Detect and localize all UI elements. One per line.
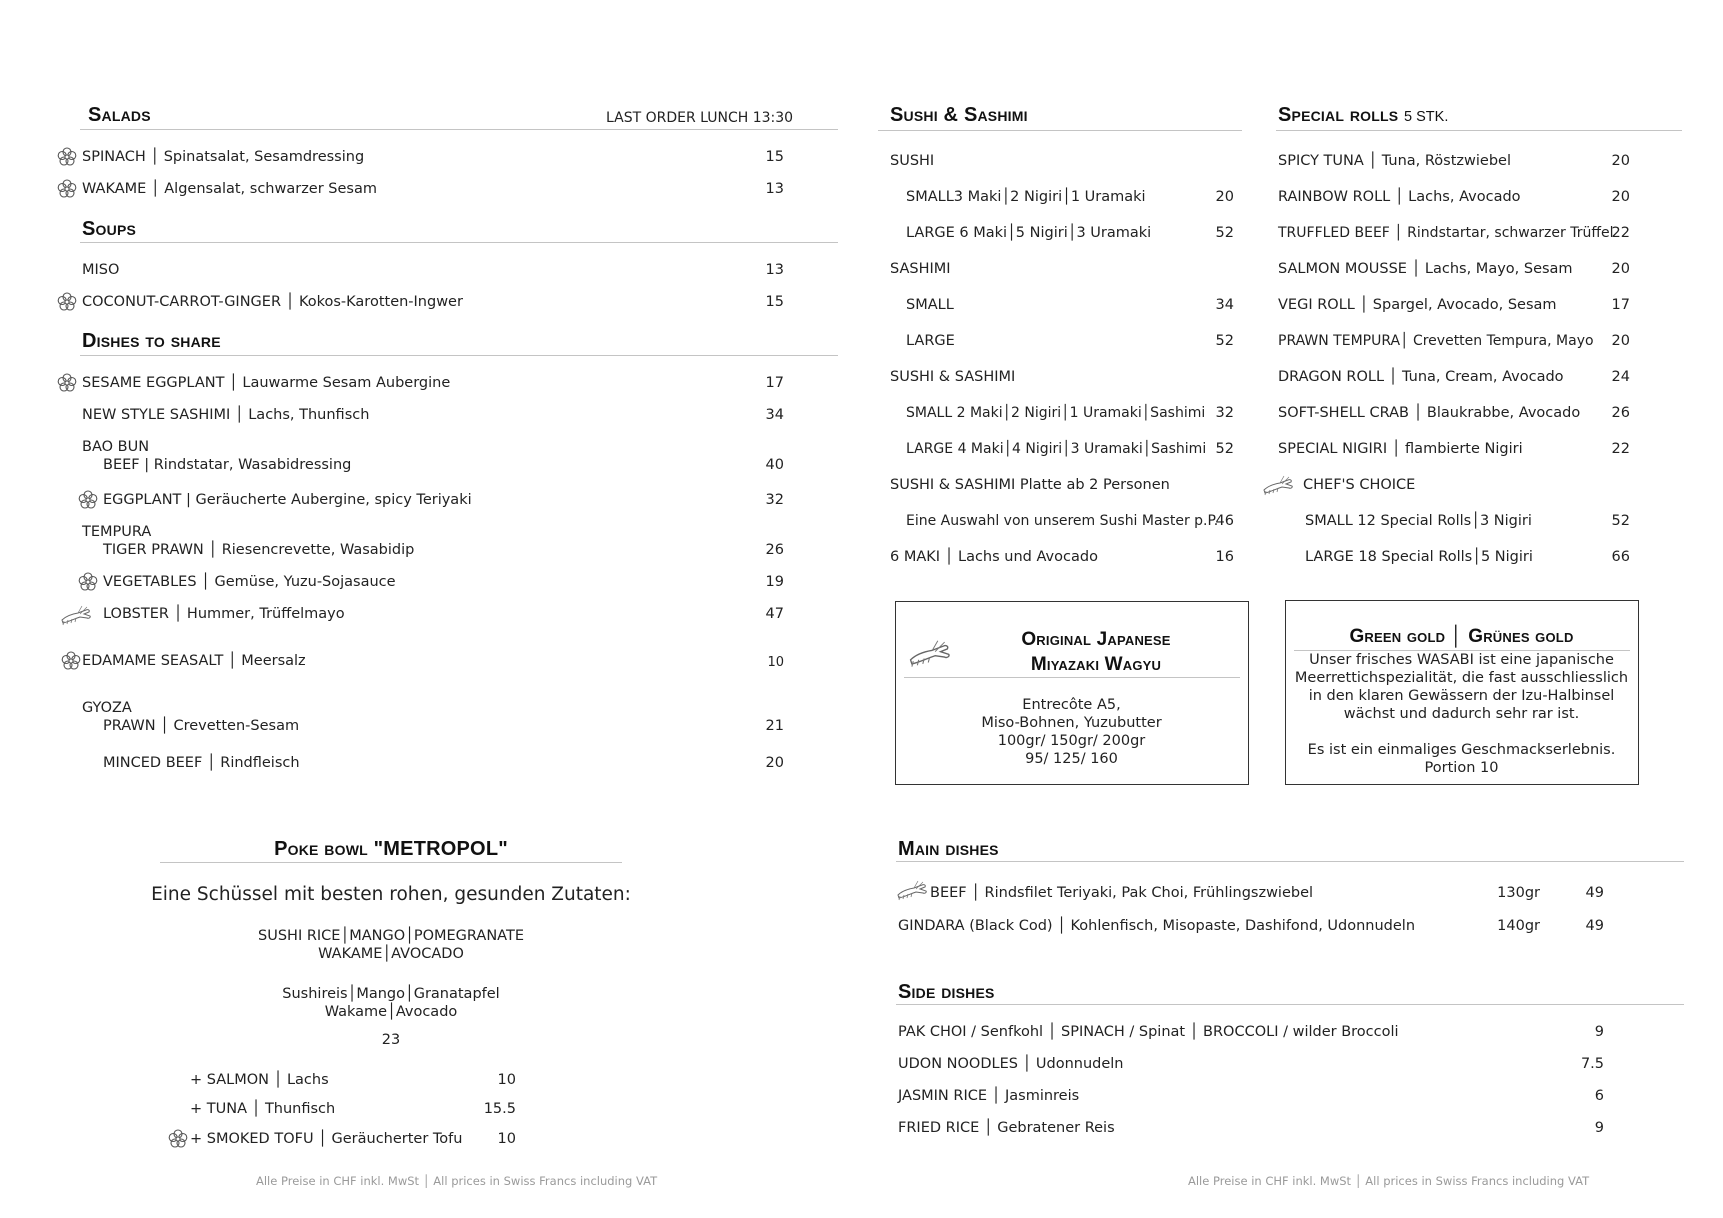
chefs-choice-label: CHEF'S CHOICE (1303, 477, 1416, 493)
special-rolls-title-text: Special rolls (1278, 104, 1399, 126)
menu-item-prawn-tempura: PRAWN TEMPURA│ Crevetten Tempura, Mayo (1278, 333, 1594, 349)
sushi-label: SUSHI (890, 153, 935, 169)
wasabi-line-3: in den klaren Gewässern der Izu-Halbinsel (1308, 688, 1615, 704)
gyoza-label: GYOZA (82, 700, 132, 716)
price-addon-tuna: 15.5 (483, 1101, 516, 1117)
menu-item-salmon-mousse: SALMON MOUSSE │ Lachs, Mayo, Sesam (1278, 261, 1573, 277)
wasabi-line-2: Meerrettichspezialität, die fast ausschliesslich (1294, 670, 1629, 686)
salads-divider (80, 129, 838, 130)
price-spinach: 15 (765, 149, 784, 165)
price-combo-small: 32 (1215, 405, 1234, 421)
lobster-icon (906, 638, 956, 668)
wagyu-title-2: Miyazaki Wagyu (1030, 654, 1162, 675)
wasabi-line-1: Unser frisches WASABI ist eine japanische (1309, 652, 1614, 668)
menu-item-vegetables: VEGETABLES │ Gemüse, Yuzu-Sojasauce (103, 574, 396, 590)
poke-ingredients-en-2: WAKAME│AVOCADO (318, 946, 464, 962)
price-jasmin-rice: 6 (1594, 1088, 1604, 1104)
weight-gindara: 140gr (1497, 918, 1540, 934)
wagyu-title-1: Original Japanese (1021, 629, 1171, 650)
price-sushi-large: 52 (1215, 225, 1234, 241)
wasabi-line-5: Es ist ein einmaliges Geschmackserlebnis. (1307, 742, 1616, 758)
menu-item-sushi-small: SMALL3 Maki│2 Nigiri│1 Uramaki (906, 189, 1146, 205)
menu-item-rainbow-roll: RAINBOW ROLL │ Lachs, Avocado (1278, 189, 1521, 205)
price-bao-eggplant: 32 (765, 492, 784, 508)
poke-addon-salmon: + SALMON │ Lachs (190, 1072, 329, 1088)
menu-item-platte: Eine Auswahl von unserem Sushi Master p.P. (906, 513, 1219, 529)
menu-item-spinach: SPINACH │ Spinatsalat, Sesamdressing (82, 149, 365, 165)
menu-item-vegi-roll: VEGI ROLL │ Spargel, Avocado, Sesam (1278, 297, 1557, 313)
wasabi-line-6: Portion 10 (1424, 760, 1499, 776)
soups-title: Soups (82, 218, 137, 240)
price-prawn-tempura: 20 (1611, 333, 1630, 349)
lobster-icon (1262, 474, 1296, 496)
main-divider (896, 861, 1684, 862)
sushi-title: Sushi & Sashimi (890, 104, 1028, 126)
price-chef-small: 52 (1611, 513, 1630, 529)
poke-divider (160, 862, 622, 863)
menu-item-spicy-tuna: SPICY TUNA │ Tuna, Röstzwiebel (1278, 153, 1511, 169)
weight-beef-main: 130gr (1497, 885, 1540, 901)
soups-divider (80, 242, 838, 243)
price-truffled-beef: 22 (1611, 225, 1630, 241)
menu-item-pak-choi: PAK CHOI / Senfkohl │ SPINACH / Spinat │ BROCCOLI / wilder Broccoli (898, 1024, 1399, 1040)
price-sushi-small: 20 (1215, 189, 1234, 205)
poke-ingredients-de-1: Sushireis│Mango│Granatapfel (282, 986, 500, 1002)
menu-item-sashimi-small: SMALL (906, 297, 954, 313)
price-special-nigiri: 22 (1611, 441, 1630, 457)
price-6-maki: 16 (1215, 549, 1234, 565)
special-divider (1276, 130, 1682, 131)
price-sesame-eggplant: 17 (765, 375, 784, 391)
side-dishes-title: Side dishes (898, 981, 995, 1003)
flower-icon (56, 291, 78, 313)
price-dragon-roll: 24 (1611, 369, 1630, 385)
price-tiger-prawn: 26 (765, 542, 784, 558)
menu-item-gindara: GINDARA (Black Cod) │ Kohlenfisch, Misopaste, Dashifond, Udonnudeln (898, 918, 1416, 934)
price-addon-salmon: 10 (497, 1072, 516, 1088)
price-gindara: 49 (1585, 918, 1604, 934)
wagyu-divider (904, 677, 1240, 678)
flower-icon (77, 571, 99, 593)
bao-bun-label: BAO BUN (82, 439, 150, 455)
price-combo-large: 52 (1215, 441, 1234, 457)
menu-item-gyoza-prawn: PRAWN │ Crevetten-Sesam (103, 718, 300, 734)
menu-item-soft-shell-crab: SOFT-SHELL CRAB │ Blaukrabbe, Avocado (1278, 405, 1581, 421)
price-addon-tofu: 10 (497, 1131, 516, 1147)
special-rolls-subtitle: 5 STK. (1404, 109, 1449, 125)
price-platte: 46 (1215, 513, 1234, 529)
menu-item-lobster: LOBSTER │ Hummer, Trüffelmayo (103, 606, 345, 622)
menu-item-udon: UDON NOODLES │ Udonnudeln (898, 1056, 1124, 1072)
dishes-to-share-title: Dishes to share (82, 330, 221, 352)
price-bao-beef: 40 (765, 457, 784, 473)
menu-item-beef-main: BEEF │ Rindsfilet Teriyaki, Pak Choi, Frühlingszwiebel (930, 885, 1314, 901)
price-rainbow-roll: 20 (1611, 189, 1630, 205)
platte-label: SUSHI & SASHIMI Platte ab 2 Personen (890, 477, 1170, 493)
wagyu-line-2: Miso-Bohnen, Yuzubutter (981, 715, 1162, 731)
price-lobster: 47 (765, 606, 784, 622)
footer-left: Alle Preise in CHF inkl. MwSt │ All prices in Swiss Francs including VAT (256, 1174, 658, 1188)
wasabi-box (1285, 600, 1639, 785)
sushi-divider (878, 130, 1242, 131)
side-divider (896, 1004, 1684, 1005)
wagyu-line-3: 100gr/ 150gr/ 200gr (997, 733, 1146, 749)
salads-title: Salads (88, 104, 151, 126)
price-sashimi-large: 52 (1215, 333, 1234, 349)
price-new-style-sashimi: 34 (765, 407, 784, 423)
last-order-note: LAST ORDER LUNCH 13:30 (606, 110, 794, 126)
flower-icon (77, 489, 99, 511)
menu-item-special-nigiri: SPECIAL NIGIRI │ flambierte Nigiri (1278, 441, 1523, 457)
price-gyoza-prawn: 21 (765, 718, 784, 734)
flower-icon (60, 650, 82, 672)
menu-item-bao-beef: BEEF | Rindstatar, Wasabidressing (103, 457, 352, 473)
price-vegi-roll: 17 (1611, 297, 1630, 313)
menu-item-combo-large: LARGE 4 Maki│4 Nigiri│3 Uramaki│Sashimi (906, 441, 1207, 457)
price-miso: 13 (765, 262, 784, 278)
poke-ingredients-en-1: SUSHI RICE│MANGO│POMEGRANATE (258, 928, 524, 944)
price-coconut: 15 (765, 294, 784, 310)
menu-item-truffled-beef: TRUFFLED BEEF │ Rindstartar, schwarzer Trüffel (1278, 225, 1614, 241)
sashimi-label: SASHIMI (890, 261, 951, 277)
price-minced-beef: 20 (765, 755, 784, 771)
flower-icon (56, 178, 78, 200)
menu-item-sushi-large: LARGE 6 Maki│5 Nigiri│3 Uramaki (906, 225, 1152, 241)
menu-item-sashimi-large: LARGE (906, 333, 955, 349)
price-wakame: 13 (765, 181, 784, 197)
menu-item-coconut: COCONUT-CARROT-GINGER │ Kokos-Karotten-Ingwer (82, 294, 463, 310)
menu-item-combo-small: SMALL 2 Maki│2 Nigiri│1 Uramaki│Sashimi (906, 405, 1206, 421)
menu-item-fried-rice: FRIED RICE │ Gebratener Reis (898, 1120, 1115, 1136)
menu-item-miso: MISO (82, 262, 120, 278)
wagyu-line-1: Entrecôte A5, (1022, 697, 1121, 713)
menu-item-6-maki: 6 MAKI │ Lachs und Avocado (890, 549, 1098, 565)
footer-right: Alle Preise in CHF inkl. MwSt │ All prices in Swiss Francs including VAT (1188, 1174, 1590, 1188)
menu-item-new-style-sashimi: NEW STYLE SASHIMI │ Lachs, Thunfisch (82, 407, 370, 423)
combo-label: SUSHI & SASHIMI (890, 369, 1016, 385)
price-pak-choi: 9 (1594, 1024, 1604, 1040)
menu-item-chef-large: LARGE 18 Special Rolls│5 Nigiri (1305, 549, 1533, 565)
poke-ingredients-de-2: Wakame│Avocado (324, 1004, 458, 1020)
menu-item-tiger-prawn: TIGER PRAWN │ Riesencrevette, Wasabidip (103, 542, 415, 558)
share-divider (80, 355, 838, 356)
tempura-label: TEMPURA (82, 524, 152, 540)
flower-icon (56, 372, 78, 394)
price-fried-rice: 9 (1594, 1120, 1604, 1136)
wagyu-box (895, 601, 1249, 785)
poke-addon-tuna: + TUNA │ Thunfisch (190, 1101, 336, 1117)
price-soft-shell-crab: 26 (1611, 405, 1630, 421)
wasabi-title: Green gold │ Grünes gold (1349, 626, 1574, 647)
price-salmon-mousse: 20 (1611, 261, 1630, 277)
menu-item-bao-eggplant: EGGPLANT | Geräucherte Aubergine, spicy Teriyaki (103, 492, 472, 508)
poke-addon-tofu: + SMOKED TOFU │ Geräucherter Tofu (190, 1131, 463, 1147)
price-udon: 7.5 (1580, 1056, 1604, 1072)
menu-item-edamame: EDAMAME SEASALT │ Meersalz (82, 653, 306, 669)
price-chef-large: 66 (1611, 549, 1630, 565)
menu-item-sesame-eggplant: SESAME EGGPLANT │ Lauwarme Sesam Aubergine (82, 375, 451, 391)
lobster-icon (896, 879, 930, 901)
wagyu-line-4: 95/ 125/ 160 (1025, 751, 1118, 767)
menu-item-wakame: WAKAME │ Algensalat, schwarzer Sesam (82, 181, 377, 197)
special-rolls-title (1278, 104, 1448, 127)
price-sashimi-small: 34 (1215, 297, 1234, 313)
poke-title: Poke bowl "METROPOL" (274, 838, 508, 860)
menu-item-dragon-roll: DRAGON ROLL │ Tuna, Cream, Avocado (1278, 369, 1564, 385)
poke-price: 23 (381, 1032, 401, 1048)
flower-icon (167, 1128, 189, 1150)
price-vegetables: 19 (765, 574, 784, 590)
menu-item-minced-beef: MINCED BEEF │ Rindfleisch (103, 755, 300, 771)
flower-icon (56, 146, 78, 168)
price-edamame: 10 (767, 655, 784, 670)
wasabi-divider (1294, 650, 1630, 651)
menu-item-chef-small: SMALL 12 Special Rolls│3 Nigiri (1305, 513, 1532, 529)
poke-intro: Eine Schüssel mit besten rohen, gesunden Zutaten: (151, 884, 631, 905)
lobster-icon (60, 604, 94, 626)
wasabi-line-4: wächst und dadurch sehr rar ist. (1343, 706, 1580, 722)
menu-item-jasmin-rice: JASMIN RICE │ Jasminreis (898, 1088, 1080, 1104)
price-spicy-tuna: 20 (1611, 153, 1630, 169)
main-dishes-title: Main dishes (898, 838, 999, 860)
price-beef-main: 49 (1585, 885, 1604, 901)
